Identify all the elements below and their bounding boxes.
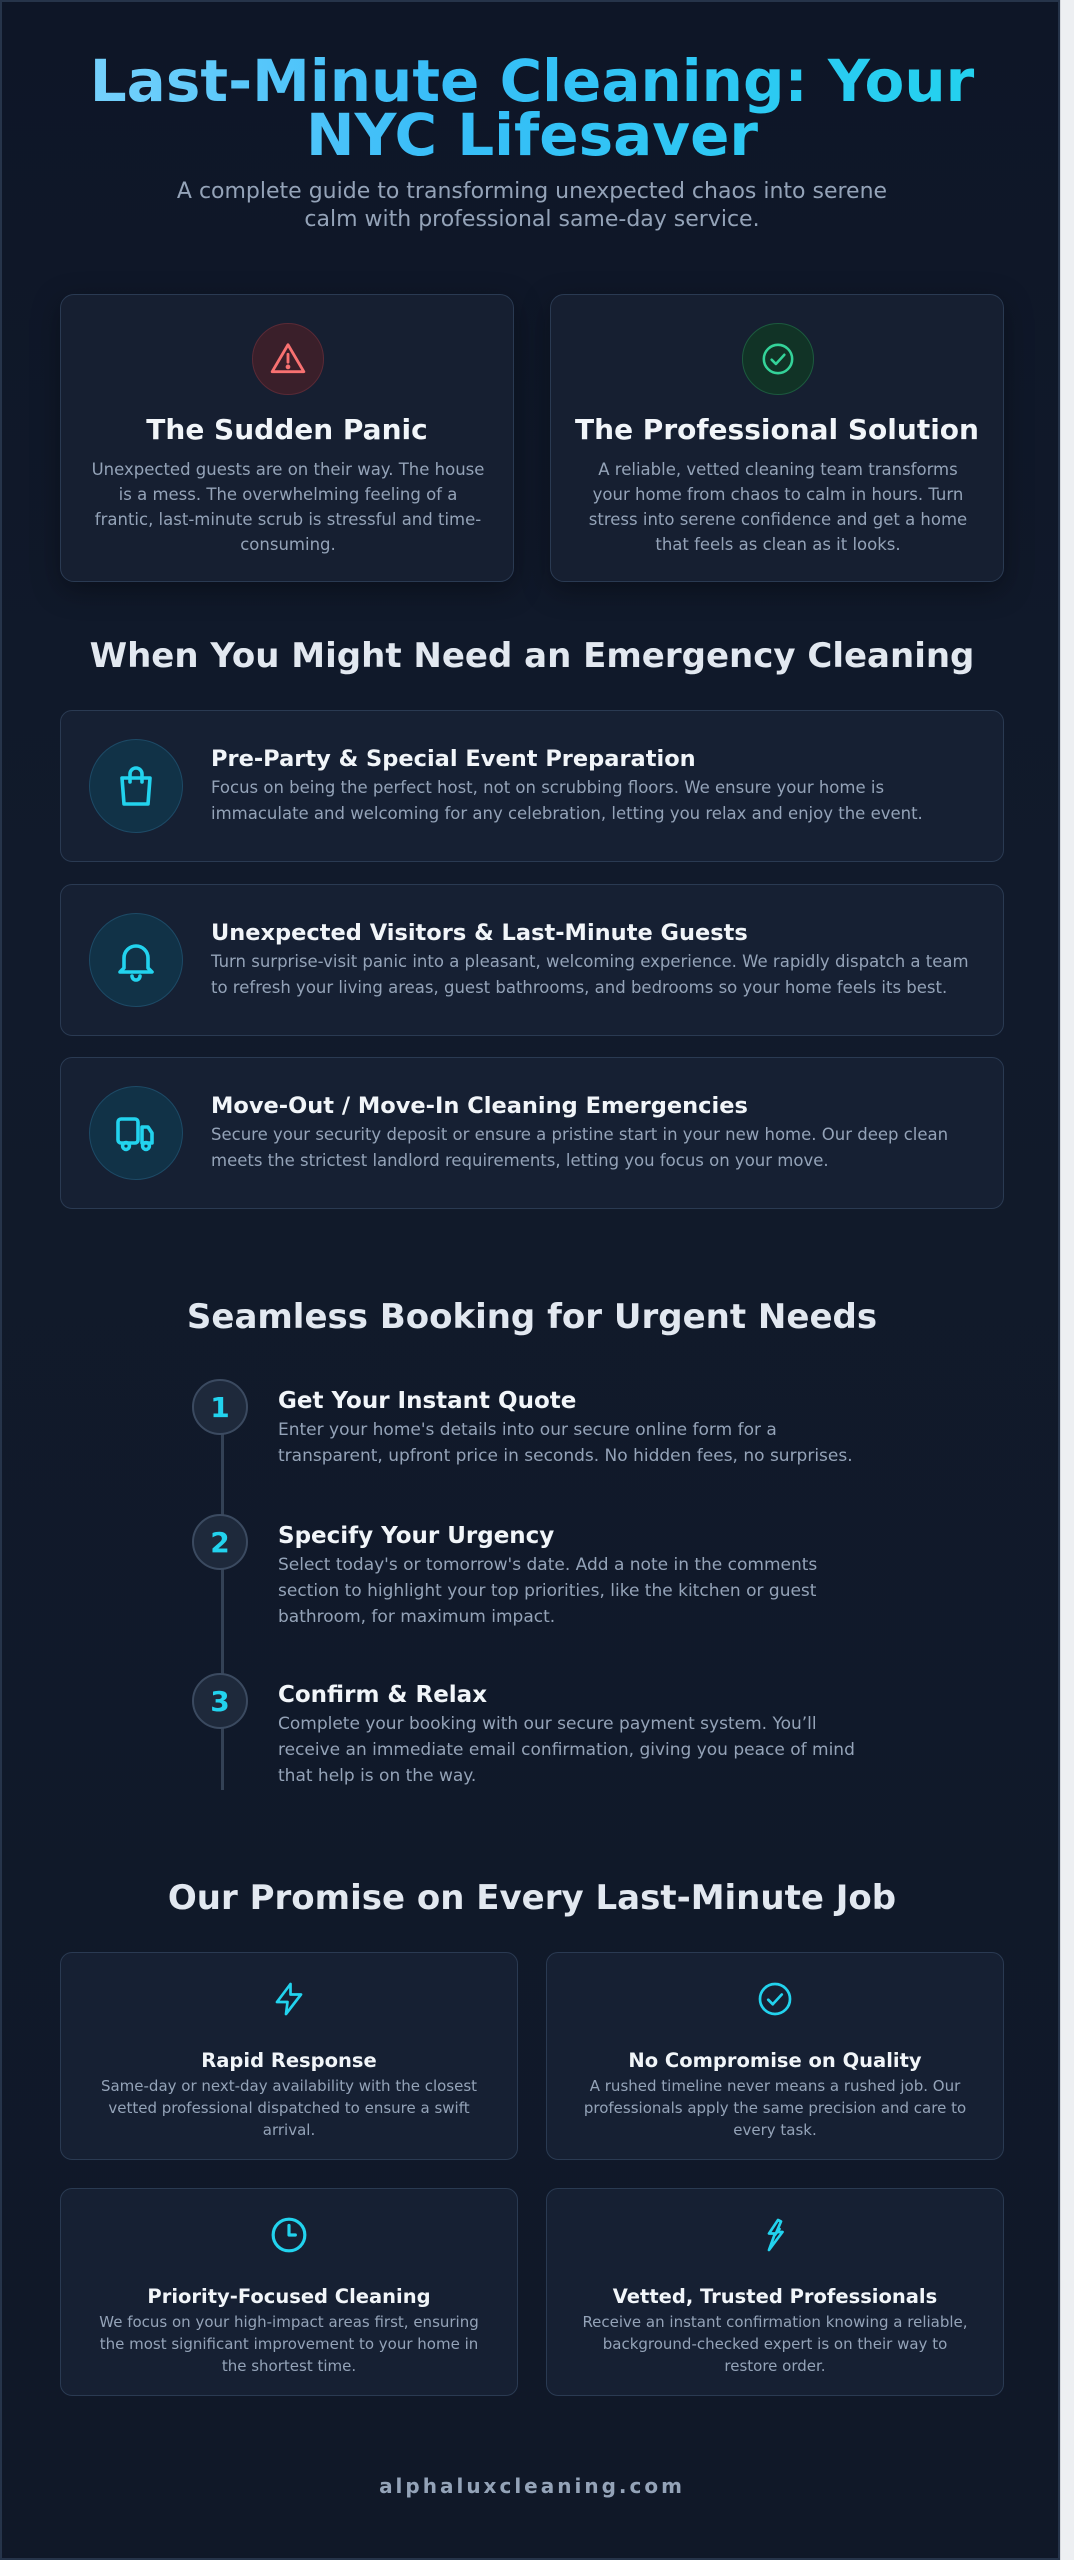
step-number: 1 [192,1379,248,1435]
solution-card-title: The Professional Solution [575,413,979,446]
need-text: Secure your security deposit or ensure a pristine start in your new home. Our deep clean meets the strictest landlord requirements, letting you focus on your move. [211,1125,949,1170]
promise-text: Receive an instant confirmation knowing a reliable, background-checked expert is on their way to restore order. [582,2313,968,2375]
lightning-bolt-icon [61,1977,517,2021]
step-title: Confirm & Relax [278,1682,488,1708]
promise-heading: Our Promise on Every Last-Minute Job [167,1878,897,1918]
check-circle-icon [742,323,814,395]
warning-triangle-icon [252,323,324,395]
need-title: Pre-Party & Special Event Preparation [211,746,696,772]
need-card-party [60,710,1004,862]
page-subtitle: A complete guide to transforming unexpected chaos into serene calm with professional same-day service. [176,179,888,232]
page-scrollbar[interactable] [1060,0,1074,2560]
promise-card-rapid [60,1952,518,2160]
promise-title: Rapid Response [201,2049,377,2072]
need-card-visitors [60,884,1004,1036]
promise-title: Vetted, Trusted Professionals [612,2285,938,2308]
promise-text: Same-day or next-day availability with the closest vetted professional dispatched to ensure a swift arrival. [100,2077,478,2139]
promise-text: We focus on your high-impact areas first, ensuring the most significant improvement to your home in the shortest time. [99,2313,479,2375]
shield-check-icon [547,2213,1003,2257]
promise-text: A rushed timeline never means a rushed job. Our professionals apply the same precision and care to every task. [583,2077,967,2139]
booking-heading: Seamless Booking for Urgent Needs [186,1297,878,1337]
solution-card-text: A reliable, vetted cleaning team transforms your home from chaos to calm in hours. Turn stress into serene confidence and get a home that feels as clean as it looks. [588,460,968,554]
panic-card [60,294,514,582]
step-number: 3 [192,1673,248,1729]
solution-card [550,294,1004,582]
need-text: Focus on being the perfect host, not on scrubbing floors. We ensure your home is immaculate and welcoming for any celebration, letting you relax and enjoy the event. [211,778,923,823]
promise-title: No Compromise on Quality [628,2049,922,2072]
panic-card-text: Unexpected guests are on their way. The house is a mess. The overwhelming feeling of a frantic, last-minute scrub is stressful and time-consuming. [91,460,485,554]
step-text: Complete your booking with our secure payment system. You’ll receive an immediate email confirmation, giving you peace of mind that help is on the way. [278,1714,855,1786]
need-title: Move-Out / Move-In Cleaning Emergencies [211,1093,748,1119]
step-text: Select today's or tomorrow's date. Add a note in the comments section to highlight your top priorities, like the kitchen or guest bathroom, for maximum impact. [278,1555,818,1627]
step-text: Enter your home's details into our secure online form for a transparent, upfront price in seconds. No hidden fees, no surprises. [278,1420,853,1466]
timeline-line [221,1412,224,1790]
promise-card-vetted [546,2188,1004,2396]
clock-icon [61,2213,517,2257]
need-title: Unexpected Visitors & Last-Minute Guests [211,920,748,946]
need-card-move [60,1057,1004,1209]
promise-card-priority [60,2188,518,2396]
needs-heading: When You Might Need an Emergency Cleaning [89,636,975,676]
need-text: Turn surprise-visit panic into a pleasant, welcoming experience. We rapidly dispatch a team to refresh your living areas, guest bathrooms, and bedrooms so your home feels its best. [211,952,969,997]
moving-truck-icon [89,1086,183,1180]
promise-title: Priority-Focused Cleaning [147,2285,431,2308]
shopping-bag-icon [89,739,183,833]
step-title: Get Your Instant Quote [278,1388,577,1414]
panic-card-title: The Sudden Panic [146,413,428,446]
bell-icon [89,913,183,1007]
step-title: Specify Your Urgency [278,1523,555,1549]
page-title: Last-Minute Cleaning: Your NYC Lifesaver [42,54,1022,162]
footer-domain: alphaluxcleaning.com [379,2474,685,2498]
check-circle-icon [547,1977,1003,2021]
promise-card-quality [546,1952,1004,2160]
step-number: 2 [192,1514,248,1570]
